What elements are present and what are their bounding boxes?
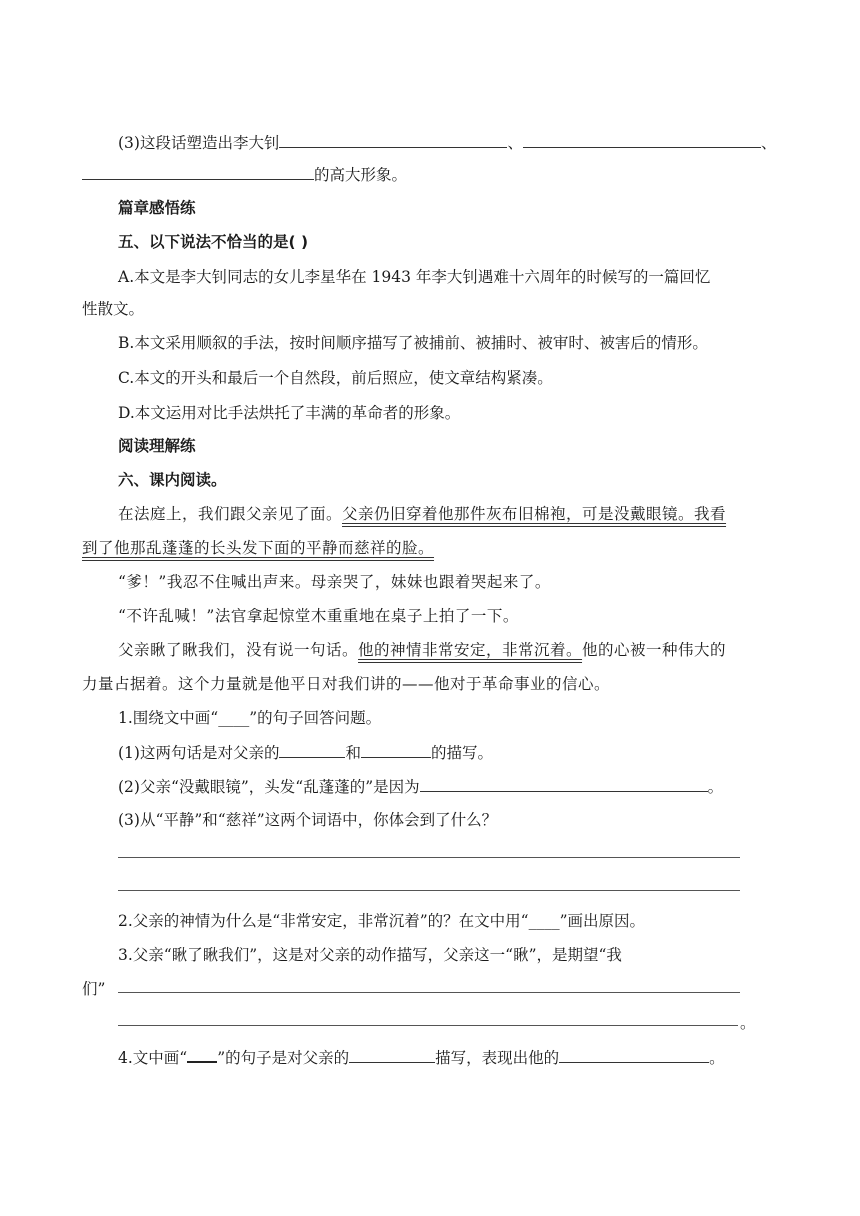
passage-p3: “不许乱喊！”法官拿起惊堂木重重地在桌子上拍了一下。 [118, 607, 519, 625]
passage-p4-c: 他的心被一种伟大的 [582, 641, 727, 659]
passage-p1-underlined: 父亲仍旧穿着他那件灰布旧棉袍，可是没戴眼镜。我看 [342, 505, 727, 523]
passage-p2: “爹！”我忍不住喊出声来。母亲哭了，妹妹也跟着哭起来了。 [118, 573, 551, 591]
sub-q4-blank-2[interactable] [559, 1046, 709, 1063]
q5-title: 五、以下说法不恰当的是( ) [118, 233, 309, 251]
sub-q4-blank-1[interactable] [349, 1046, 435, 1063]
passage-p1-underlined-2: 到了他那乱蓬蓬的长头发下面的平静而慈祥的脸。 [82, 539, 435, 557]
option-c: C.本文的开头和最后一个自然段，前后照应，使文章结构紧凑。 [118, 369, 553, 387]
q3-blank-3[interactable] [82, 163, 314, 180]
sub-q1-title: 1.围绕文中画“____”的句子回答问题。 [118, 709, 382, 727]
q3-sep: 、 [507, 134, 523, 152]
sub-q1-2 [118, 775, 723, 798]
q3-suffix: 的高大形象。 [314, 166, 408, 184]
sub-q4 [118, 1046, 725, 1069]
sub-q1-1-b: 和 [345, 744, 361, 762]
q3-sep2: 、 [760, 134, 777, 152]
sub-q3-line2-label: 们” [82, 980, 106, 998]
passage-p4-line2: 力量占据着。这个力量就是他平日对我们讲的——他对于革命事业的信心。 [82, 675, 611, 693]
sub-q1-1-blank-1[interactable] [279, 741, 345, 758]
sub-q1-1 [118, 741, 493, 764]
sub-q3-end: 。 [740, 1014, 756, 1032]
q3-line2 [82, 163, 407, 186]
sub-q1-2-blank[interactable] [420, 775, 708, 792]
q6-title: 六、课内阅读。 [118, 471, 227, 489]
option-a-line2: 性散文。 [82, 300, 145, 318]
q3-prefix: (3)这段话塑造出李大钊 [118, 134, 280, 152]
answer-line-1[interactable] [118, 857, 740, 858]
q3-line1 [118, 131, 777, 154]
answer-line-4[interactable] [118, 1025, 738, 1026]
sub-q4-d: 。 [709, 1049, 725, 1067]
q3-blank-1[interactable] [279, 131, 507, 148]
sub-q4-b: ”的句子是对父亲的 [217, 1049, 350, 1067]
sub-q1-1-a: (1)这两句话是对父亲的 [118, 744, 280, 762]
section-chapter-heading: 篇章感悟练 [118, 199, 196, 217]
sub-q3-line1: 3.父亲“瞅了瞅我们”，这是对父亲的动作描写，父亲这一“瞅”，是期望“我 [118, 946, 622, 964]
option-b: B.本文采用顺叙的手法，按时间顺序描写了被捕前、被捕时、被审时、被害后的情形。 [118, 334, 708, 352]
sub-q1-2-a: (2)父亲“没戴眼镜”，头发“乱蓬蓬的”是因为 [118, 778, 420, 796]
sub-q4-a: 4.文中画“ [118, 1049, 188, 1067]
sub-q2: 2.父亲的神情为什么是“非常安定，非常沉着”的？在文中用“____”画出原因。 [118, 912, 645, 930]
answer-line-3[interactable] [118, 992, 740, 993]
passage-p1-line1 [118, 503, 726, 525]
passage-p4-line1 [118, 639, 726, 661]
sub-q4-c: 描写，表现出他的 [435, 1049, 560, 1067]
sub-q1-3: (3)从“平静”和“慈祥”这两个词语中，你体会到了什么？ [118, 811, 498, 829]
section-reading-heading: 阅读理解练 [118, 437, 196, 455]
sub-q1-2-b: 。 [707, 778, 724, 796]
sub-q4-thick-underline-mark [187, 1047, 217, 1063]
passage-p4-a: 父亲瞅了瞅我们，没有说一句话。 [118, 641, 359, 659]
sub-q1-1-blank-2[interactable] [361, 741, 431, 758]
passage-p4-underlined: 他的神情非常安定，非常沉着。 [358, 641, 583, 659]
sub-q1-1-c: 的描写。 [430, 744, 493, 762]
passage-p1-a: 在法庭上，我们跟父亲见了面。 [118, 505, 343, 523]
passage-p1-line2 [82, 537, 434, 559]
q3-blank-2[interactable] [523, 131, 761, 148]
option-d: D.本文运用对比手法烘托了丰满的革命者的形象。 [118, 404, 461, 422]
answer-line-2[interactable] [118, 890, 740, 891]
option-a-line1: A.本文是李大钊同志的女儿李星华在 1943 年李大钊遇难十六周年的时候写的一篇回忆 [118, 268, 711, 286]
